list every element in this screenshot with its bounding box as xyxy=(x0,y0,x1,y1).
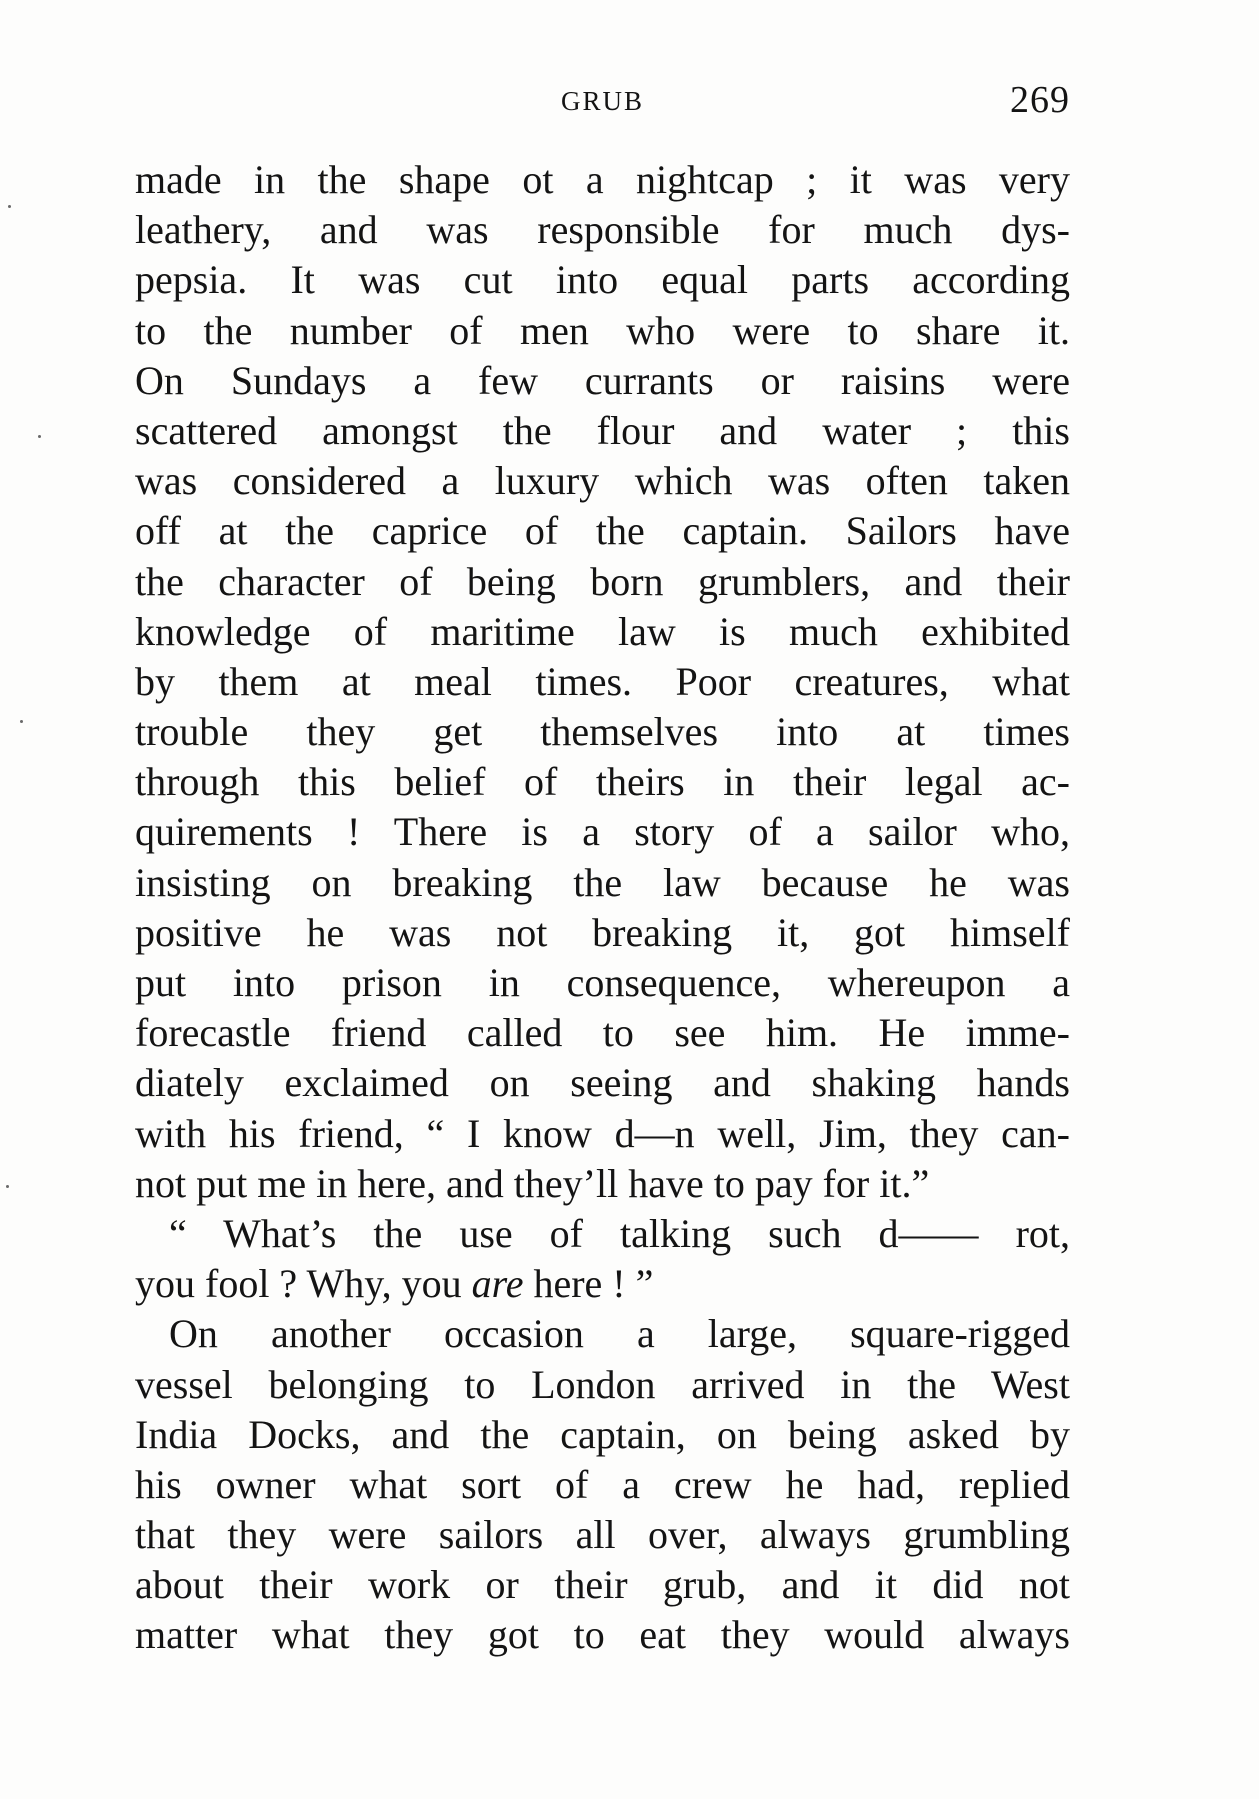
scan-speck xyxy=(8,205,11,208)
page-number: 269 xyxy=(1010,79,1070,121)
text-line: through this belief of theirs in their legal ac- xyxy=(135,759,1070,805)
body-text xyxy=(135,155,1070,1661)
text-line: trouble they get themselves into at times xyxy=(135,709,1070,755)
text-line: vessel belonging to London arrived in the West xyxy=(135,1361,1070,1407)
text-line: insisting on breaking the law because he was xyxy=(135,859,1070,905)
text-line: the character of being born grumblers, and their xyxy=(135,558,1070,604)
text-line: knowledge of maritime law is much exhibited xyxy=(135,608,1070,654)
text-line: was considered a luxury which was often taken xyxy=(135,458,1070,504)
text-line: On Sundays a few currants or raisins were xyxy=(135,357,1070,403)
text-line: put into prison in consequence, whereupon a xyxy=(135,960,1070,1005)
text-line: scattered amongst the flour and water ; this xyxy=(135,407,1070,453)
italic-word: are xyxy=(471,1261,524,1307)
text-line: to the number of men who were to share it. xyxy=(135,307,1070,353)
text-line: “ What’s the use of talking such d—— rot, xyxy=(169,1210,1070,1256)
text-line: that they were sailors all over, always grumbling xyxy=(135,1512,1070,1558)
text-line: with his friend, “ I know d—n well, Jim, they can- xyxy=(135,1110,1070,1156)
scan-speck xyxy=(6,1185,9,1188)
text-line: off at the caprice of the captain. Sailors have xyxy=(135,508,1070,554)
text-fragment: you fool ? Why, you xyxy=(135,1261,462,1307)
text-line xyxy=(135,1259,1070,1309)
text-line: On another occasion a large, square-rigged xyxy=(169,1311,1070,1357)
text-line: made in the shape ot a nightcap ; it was very xyxy=(135,157,1070,202)
text-line: quirements ! There is a story of a sailor who, xyxy=(135,809,1070,855)
text-line: about their work or their grub, and it did not xyxy=(135,1562,1070,1608)
text-line: pepsia. It was cut into equal parts according xyxy=(135,257,1070,303)
running-head: GRUB xyxy=(560,86,644,116)
text-line: leathery, and was responsible for much dys- xyxy=(135,207,1070,253)
text-line: by them at meal times. Poor creatures, what xyxy=(135,658,1070,704)
text-line: positive he was not breaking it, got himself xyxy=(135,909,1070,955)
text-line: not put me in here, and they’ll have to pay for it.” xyxy=(135,1160,930,1206)
text-fragment: here ! ” xyxy=(533,1261,654,1307)
text-line: forecastle friend called to see him. He imme- xyxy=(135,1010,1070,1056)
scan-speck xyxy=(38,435,41,438)
text-line: matter what they got to eat they would always xyxy=(135,1612,1070,1658)
text-line: diately exclaimed on seeing and shaking hands xyxy=(135,1060,1070,1106)
text-line: India Docks, and the captain, on being asked by xyxy=(135,1411,1070,1457)
text-line: his owner what sort of a crew he had, replied xyxy=(135,1461,1070,1507)
page-header xyxy=(135,80,1070,120)
scan-speck xyxy=(20,720,23,723)
